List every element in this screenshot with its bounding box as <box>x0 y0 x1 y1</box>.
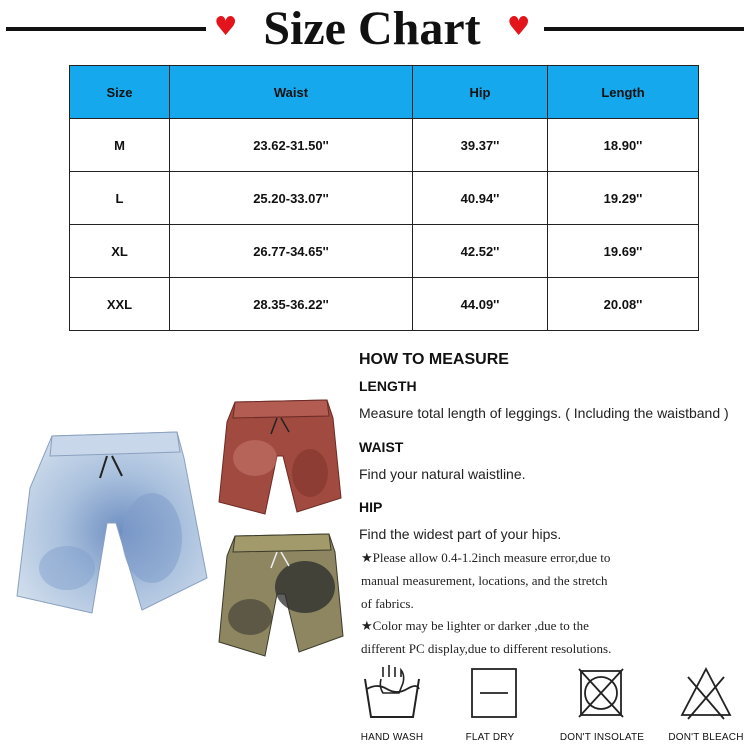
table-header-row <box>70 66 699 119</box>
header-size: Size <box>70 66 170 119</box>
size-chart-table <box>69 65 699 331</box>
header-length: Length <box>548 66 699 119</box>
blue-tie-dye-shorts-image <box>12 428 212 618</box>
cell-size: L <box>70 172 170 225</box>
cell-length: 18.90'' <box>548 119 699 172</box>
do-not-insulate-label: DON'T INSOLATE <box>559 732 645 743</box>
how-to-measure-heading: HOW TO MEASURE <box>359 351 509 368</box>
cell-length: 19.69'' <box>548 225 699 278</box>
table-row <box>70 278 699 331</box>
do-not-insulate-icon <box>561 665 641 725</box>
cell-waist: 26.77-34.65'' <box>170 225 413 278</box>
cell-waist: 28.35-36.22'' <box>170 278 413 331</box>
olive-tie-dye-shorts-image <box>215 532 345 657</box>
header-hip: Hip <box>413 66 548 119</box>
error-note-line-3: of fabrics. <box>361 596 414 611</box>
cell-waist: 25.20-33.07'' <box>170 172 413 225</box>
title-rule-right <box>544 27 744 31</box>
waist-text: Find your natural waistline. <box>359 466 526 482</box>
header-waist: Waist <box>170 66 413 119</box>
hip-text: Find the widest part of your hips. <box>359 526 562 542</box>
hip-title: HIP <box>359 499 383 515</box>
length-text: Measure total length of leggings. ( Including the waistband ) <box>359 405 729 421</box>
color-note-line-2: different PC display,due to different resolutions. <box>361 641 612 656</box>
flat-dry-label: FLAT DRY <box>465 732 515 743</box>
red-tie-dye-shorts-image <box>215 398 345 516</box>
error-note-line-2: manual measurement, locations, and the stretch <box>361 573 608 588</box>
cell-size: XL <box>70 225 170 278</box>
heart-icon: ♥ <box>214 12 238 42</box>
cell-hip: 40.94'' <box>413 172 548 225</box>
cell-hip: 39.37'' <box>413 119 548 172</box>
flat-dry-icon <box>454 665 534 725</box>
table-row <box>70 119 699 172</box>
cell-size: XXL <box>70 278 170 331</box>
title-banner <box>0 0 750 60</box>
heart-icon: ♥ <box>507 12 531 42</box>
cell-waist: 23.62-31.50'' <box>170 119 413 172</box>
waist-title: WAIST <box>359 439 404 455</box>
title-rule-left <box>6 27 206 31</box>
do-not-bleach-label: DON'T BLEACH <box>668 732 744 743</box>
color-note-line-1: ★Color may be lighter or darker ,due to the <box>361 618 589 633</box>
cell-hip: 44.09'' <box>413 278 548 331</box>
hand-wash-icon <box>352 665 432 725</box>
cell-size: M <box>70 119 170 172</box>
cell-hip: 42.52'' <box>413 225 548 278</box>
do-not-bleach-icon <box>666 665 746 725</box>
table-row <box>70 225 699 278</box>
hand-wash-label: HAND WASH <box>360 732 424 743</box>
cell-length: 20.08'' <box>548 278 699 331</box>
page-title: Size Chart <box>263 2 481 55</box>
cell-length: 19.29'' <box>548 172 699 225</box>
length-title: LENGTH <box>359 378 417 394</box>
error-note-line-1: ★Please allow 0.4-1.2inch measure error,due to <box>361 550 611 565</box>
table-row <box>70 172 699 225</box>
